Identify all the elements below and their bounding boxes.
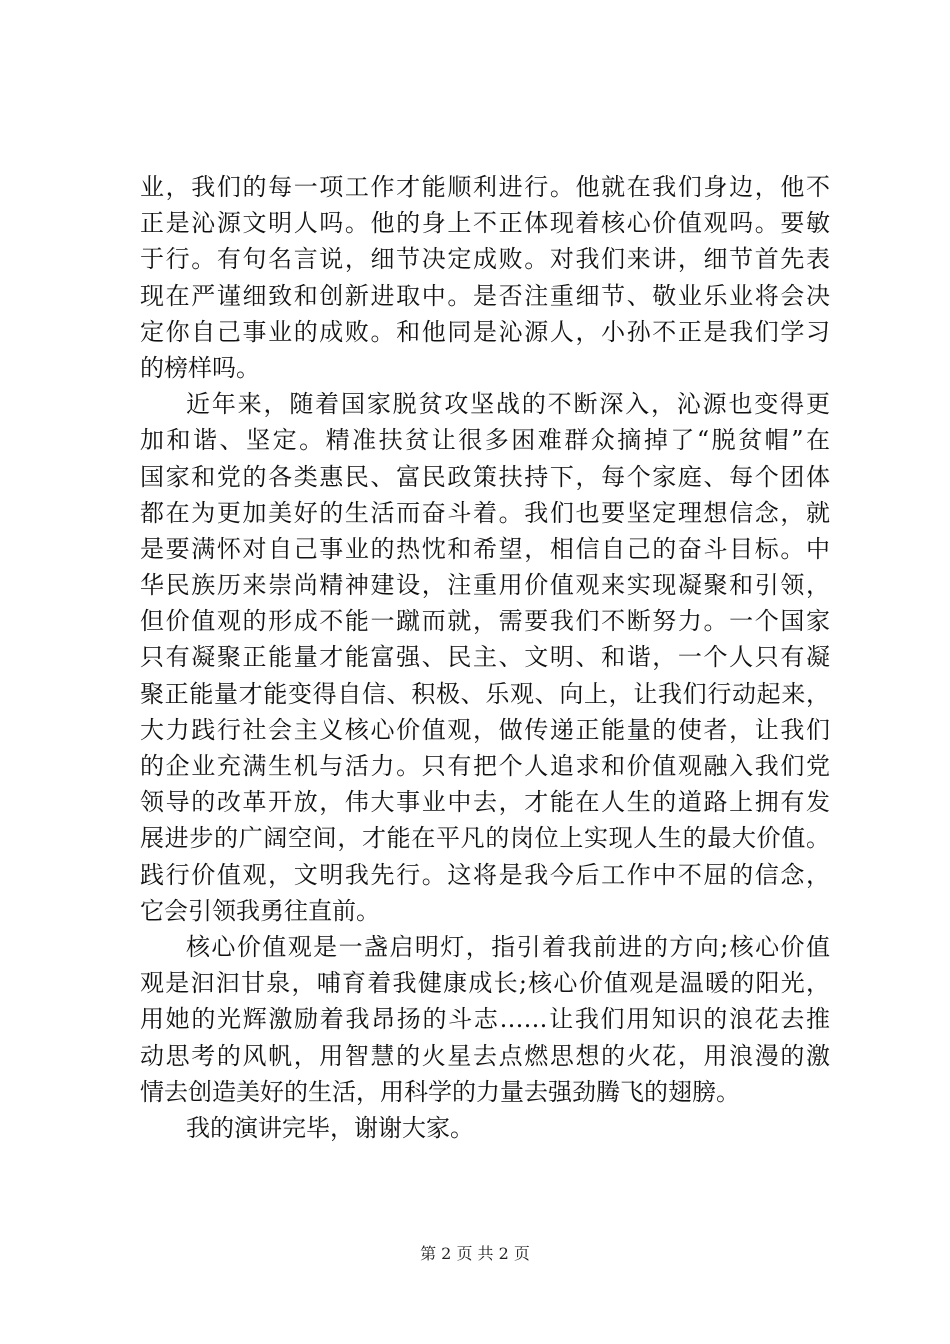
- page-footer: 第 2 页 共 2 页: [420, 1244, 530, 1263]
- text-line: 现在严谨细致和创新进取中。是否注重细节、敬业乐业将会决: [140, 281, 830, 310]
- text-line: 领导的改革开放，伟大事业中去，才能在人生的道路上拥有发: [140, 788, 830, 817]
- text-line: 国家和党的各类惠民、富民政策扶持下，每个家庭、每个团体: [140, 462, 830, 491]
- text-line: 它会引领我勇往直前。: [140, 896, 380, 925]
- document-body: [140, 169, 830, 1146]
- text-line: 定你自己事业的成败。和他同是沁源人，小孙不正是我们学习: [140, 317, 830, 346]
- text-line: 大力践行社会主义核心价值观，做传递正能量的使者，让我们: [140, 715, 830, 744]
- text-line: 展进步的广阔空间，才能在平凡的岗位上实现人生的最大价值。: [140, 824, 830, 853]
- text-line: 观是汩汩甘泉，哺育着我健康成长;核心价值观是温暖的阳光，: [140, 969, 830, 998]
- text-line: 都在为更加美好的生活而奋斗着。我们也要坚定理想信念，就: [140, 498, 830, 527]
- text-line: 的榜样吗。: [140, 353, 260, 382]
- text-line: 我的演讲完毕，谢谢大家。: [186, 1113, 474, 1142]
- text-line: 近年来，随着国家脱贫攻坚战的不断深入，沁源也变得更: [186, 390, 830, 419]
- text-line: 用她的光辉激励着我昂扬的斗志……让我们用知识的浪花去推: [140, 1005, 830, 1034]
- text-line: 动思考的风帆，用智慧的火星去点燃思想的火花，用浪漫的激: [140, 1041, 830, 1070]
- text-line: 的企业充满生机与活力。只有把个人追求和价值观融入我们党: [140, 752, 830, 780]
- text-line: 只有凝聚正能量才能富强、民主、文明、和谐，一个人只有凝: [140, 643, 830, 672]
- text-line: 加和谐、坚定。精准扶贫让很多困难群众摘掉了“脱贫帽”在: [140, 426, 830, 455]
- text-line: 是要满怀对自己事业的热忱和希望，相信自己的奋斗目标。中: [140, 534, 830, 563]
- text-line: 业，我们的每一项工作才能顺利进行。他就在我们身边，他不: [140, 173, 830, 201]
- text-line: 情去创造美好的生活，用科学的力量去强劲腾飞的翅膀。: [140, 1077, 740, 1106]
- text-line: 于行。有句名言说，细节决定成败。对我们来讲，细节首先表: [140, 245, 830, 274]
- text-line: 华民族历来崇尚精神建设，注重用价值观来实现凝聚和引领，: [140, 571, 830, 600]
- text-line: 但价值观的形成不能一蹴而就，需要我们不断努力。一个国家: [140, 607, 830, 636]
- text-line: 聚正能量才能变得自信、积极、乐观、向上，让我们行动起来，: [140, 679, 830, 708]
- text-line: 践行价值观，文明我先行。这将是我今后工作中不屈的信念，: [140, 860, 830, 889]
- text-line: 正是沁源文明人吗。他的身上不正体现着核心价值观吗。要敏: [140, 209, 830, 238]
- text-line: 核心价值观是一盏启明灯，指引着我前进的方向;核心价值: [186, 932, 830, 961]
